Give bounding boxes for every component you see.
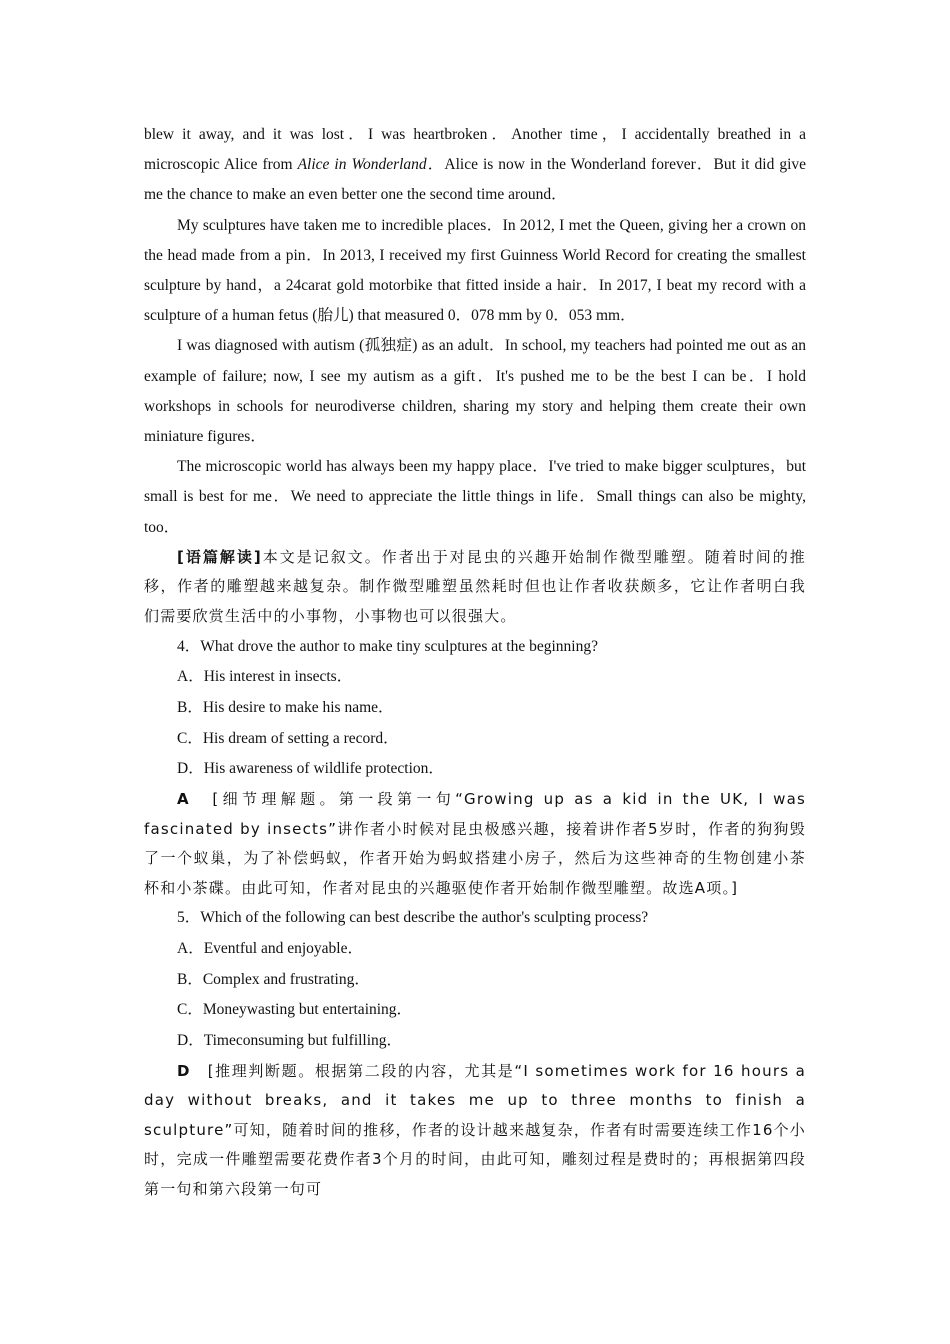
book-title: Alice in Wonderland — [297, 156, 427, 174]
question-4-option-c: C．His dream of setting a record． — [177, 729, 399, 747]
question-4-stem: 4．What drove the author to make tiny sculptures at the beginning? — [177, 637, 598, 655]
question-5-option-d: D．Timeconsuming but fulfilling． — [177, 1031, 403, 1049]
passage-paragraph-2: My sculptures have taken me to incredible places．In 2012, I met the Queen, giving her a crown on the head made from a pin．In 2013, I received my first Guinness World Record for creating the smallest sculpture by hand，a 24carat gold motorbike that fitted inside a hair．In 2017, I beat my record with a sculpture of a human fetus (胎儿) that measured 0．078 mm by 0．053 mm． — [144, 216, 806, 325]
question-4-answer — [144, 785, 806, 903]
question-5-option-a: A．Eventful and enjoyable． — [177, 939, 363, 957]
passage-paragraph-4: The microscopic world has always been my happy place．I've tried to make bigger sculptures，but small is best for me．We need to appreciate the little things in life．Small things can also be mighty, too． — [144, 458, 806, 536]
passage-paragraph-1: blew it away, and it was lost．I was heartbroken．Another time，I accidentally breathed in a microscopic Alice from Alice in Wonderland．Alice is now in the Wonderland forever．But it did give me the chance to make an even better one the second time around． — [144, 126, 807, 204]
answer-letter: A — [177, 789, 190, 808]
passage-analysis — [144, 543, 806, 632]
question-5-option-b: B．Complex and frustrating． — [177, 970, 370, 988]
passage-paragraph-3: I was diagnosed with autism (孤独症) as an adult．In school, my teachers had pointed me out as an example of failure; now, I see my autism as a gift．It's pushed me to be the best I can be．I hold workshops in schools for neurodiverse children, sharing my story and helping them create their own miniature figures． — [144, 337, 806, 446]
question-4-option-b: B．His desire to make his name． — [177, 698, 394, 716]
answer-letter: D — [177, 1061, 191, 1080]
answer-explanation: [推理判断题。根据第二段的内容，尤其是“I sometimes work for 16 hours a day without breaks, and it takes me up to three months to finish a sculpture”可知，随着时间的推移，作者的设计越来越复杂，作者有时需要连续工作16个小时，完成一件雕塑需要花费作者3个月的时间，由此可知，雕刻过程是费时的；再根据第四段第一句和第六段第一句可 — [144, 1061, 806, 1198]
analysis-label: [语篇解读] — [177, 547, 262, 566]
question-5-option-c: C．Moneywasting but entertaining． — [177, 1001, 413, 1019]
document-page — [144, 120, 806, 1205]
question-5-answer — [144, 1057, 806, 1205]
question-4-option-a: A．His interest in insects． — [177, 668, 353, 686]
question-5-stem: 5．Which of the following can best describe the author's sculpting process? — [177, 909, 649, 927]
analysis-text: 本文是记叙文。作者出于对昆虫的兴趣开始制作微型雕塑。随着时间的推移，作者的雕塑越来越复杂。制作微型雕塑虽然耗时但也让作者收获颇多，它让作者明白我们需要欣赏生活中的小事物，小事物也可以很强大。 — [144, 547, 806, 626]
answer-explanation: [细节理解题。第一段第一句“Growing up as a kid in the UK, I was fascinated by insects”讲作者小时候对昆虫极感兴趣，接着讲作者5岁时，作者的狗狗毁了一个蚁巢，为了补偿蚂蚁，作者开始为蚂蚁搭建小房子，然后为这些神奇的生物创建小茶杯和小茶碟。由此可知，作者对昆虫的兴趣驱使作者开始制作微型雕塑。故选A项。] — [144, 789, 806, 897]
question-4-option-d: D．His awareness of wildlife protection． — [177, 760, 444, 778]
